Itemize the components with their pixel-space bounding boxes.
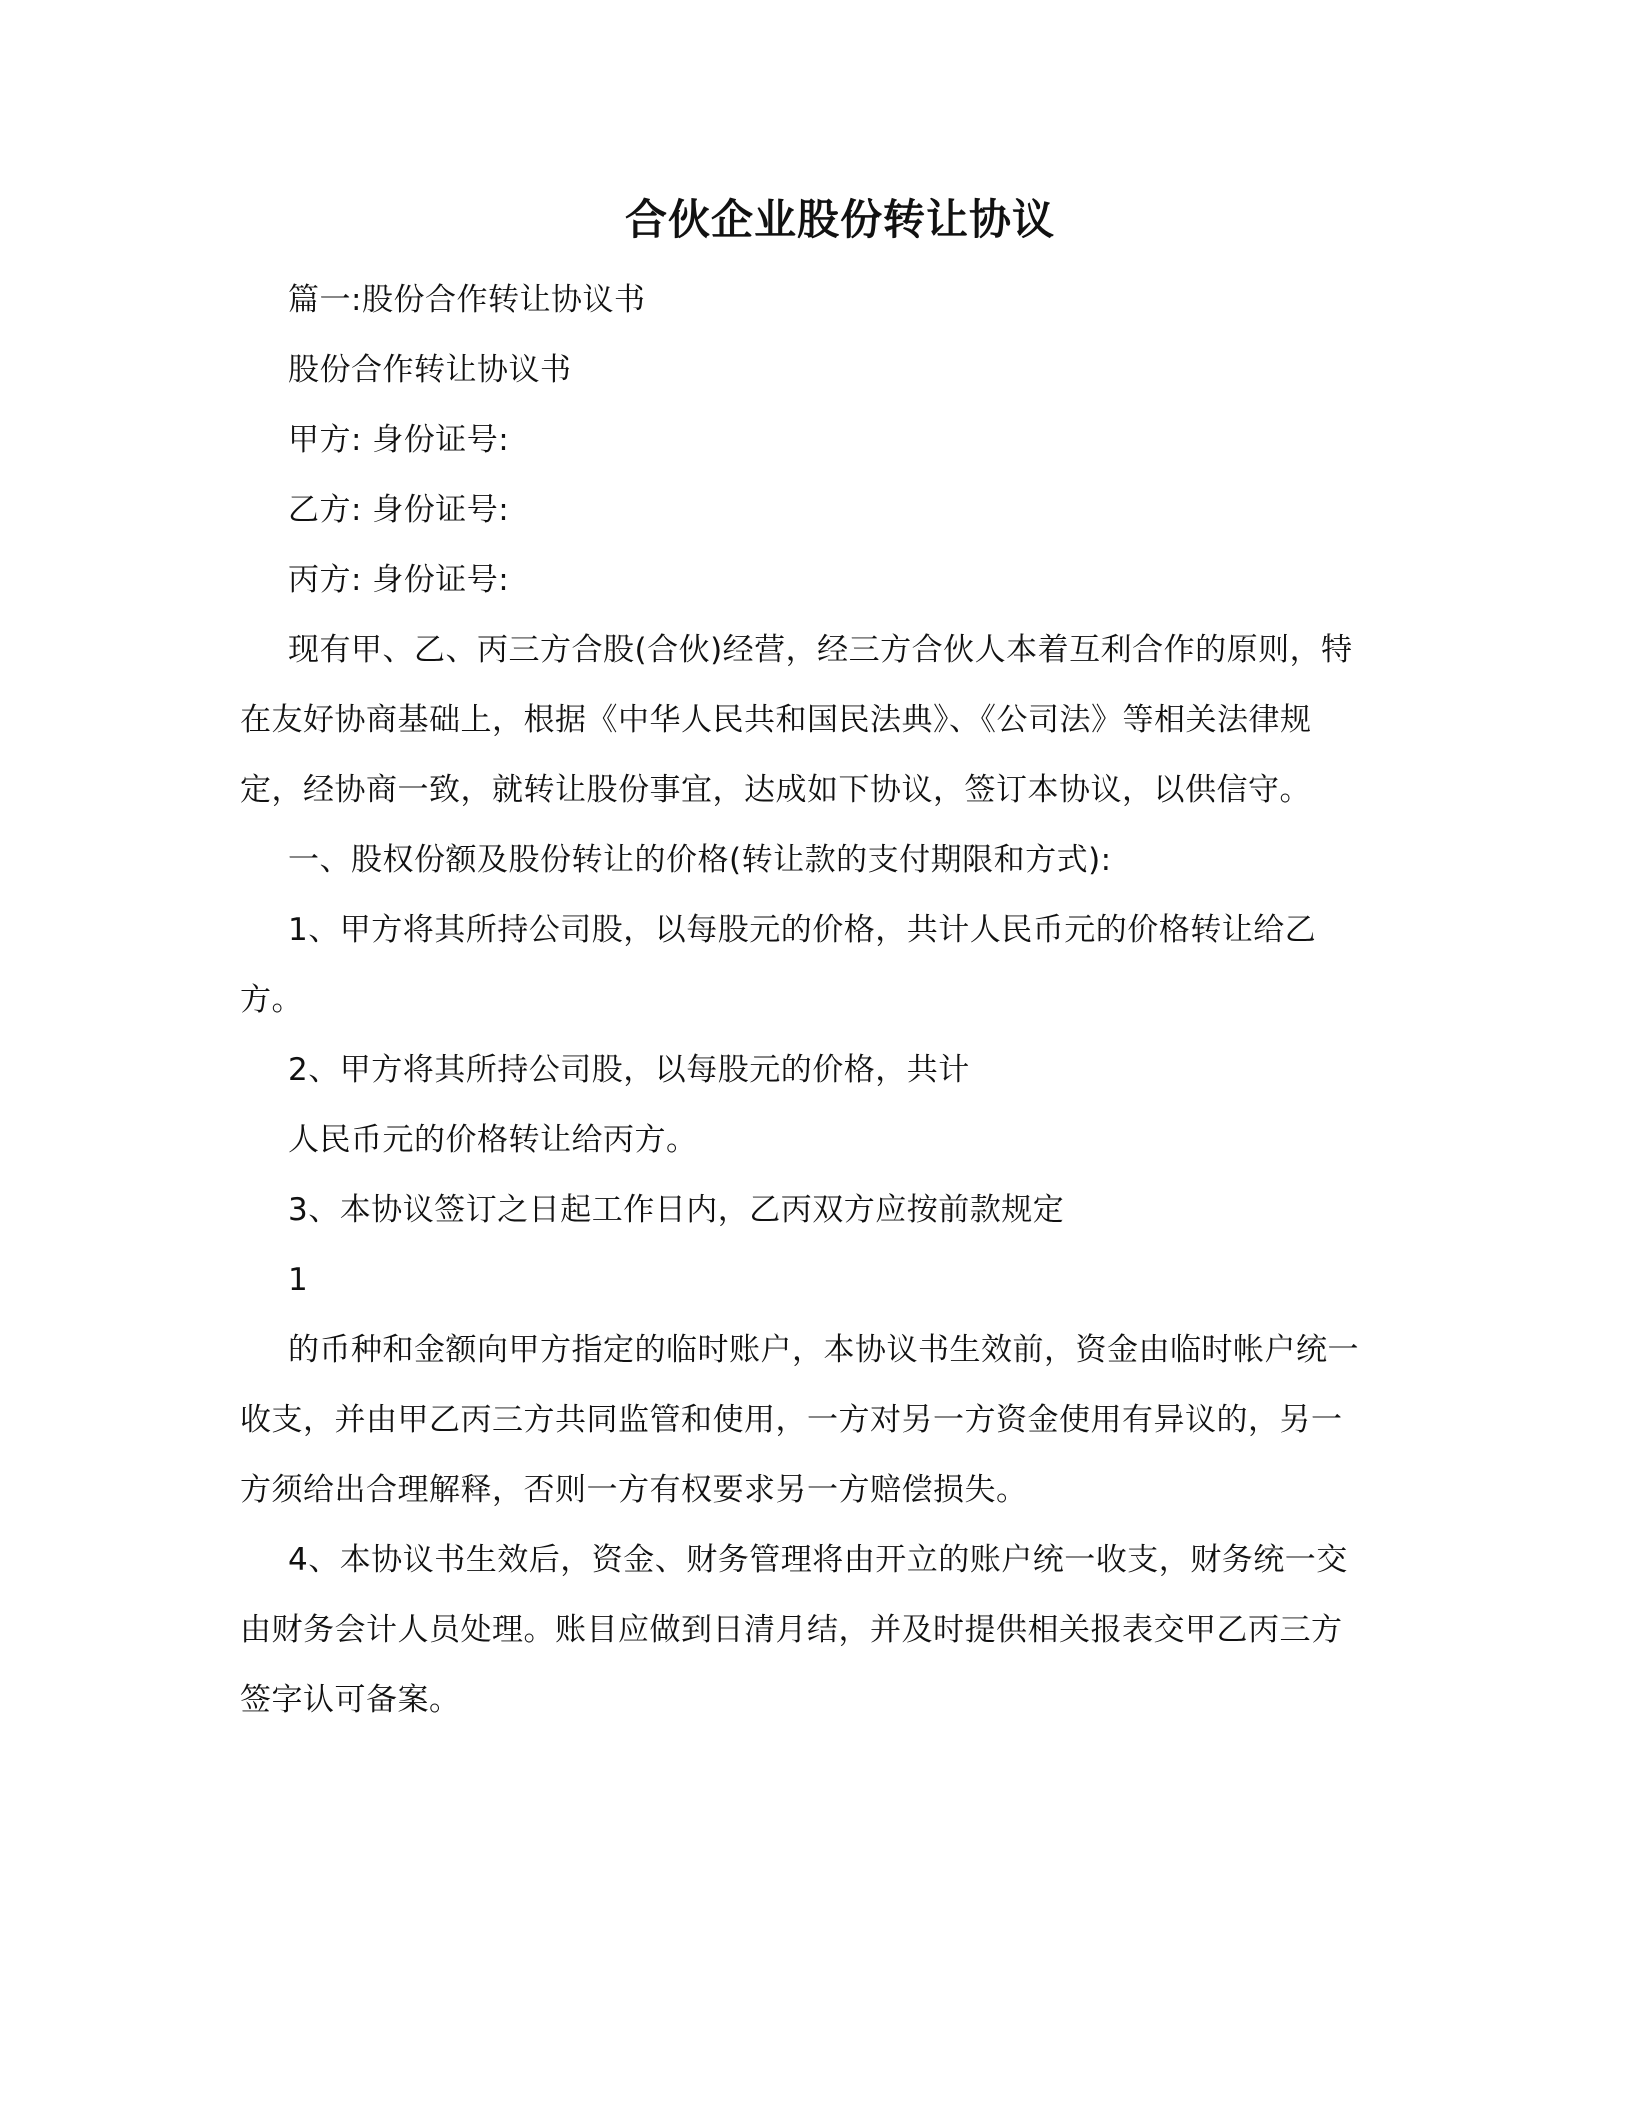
party-c-line: 丙方: 身份证号:	[288, 562, 510, 598]
paragraph-line: 方须给出合理解释，否则一方有权要求另一方赔偿损失。	[240, 1472, 1028, 1508]
paragraph-line: 2、甲方将其所持公司股，以每股元的价格，共计	[288, 1052, 970, 1088]
party-b-line: 乙方: 身份证号:	[288, 492, 510, 528]
paragraph-line: 人民币元的价格转让给丙方。	[288, 1122, 698, 1158]
subtitle: 股份合作转让协议书	[288, 352, 572, 388]
paragraph-line: 定，经协商一致，就转让股份事宜，达成如下协议，签订本协议，以供信守。	[240, 772, 1311, 808]
paragraph-line: 的币种和金额向甲方指定的临时账户，本协议书生效前，资金由临时帐户统一	[288, 1332, 1359, 1368]
paragraph-line: 收支，并由甲乙丙三方共同监管和使用，一方对另一方资金使用有异议的，另一	[240, 1402, 1343, 1438]
page-number: 1	[288, 1262, 309, 1298]
clause-heading: 一、股权份额及股份转让的价格(转让款的支付期限和方式):	[288, 842, 1112, 878]
paragraph-line: 3、本协议签订之日起工作日内，乙丙双方应按前款规定	[288, 1192, 1065, 1228]
paragraph-line: 在友好协商基础上，根据《中华人民共和国民法典》、《公司法》等相关法律规	[240, 702, 1312, 738]
paragraph-line: 签字认可备案。	[240, 1682, 461, 1718]
document-title: 合伙企业股份转让协议	[624, 195, 1055, 244]
paragraph-line: 现有甲、乙、丙三方合股(合伙)经营，经三方合伙人本着互利合作的原则，特	[288, 632, 1353, 668]
paragraph-line: 1、甲方将其所持公司股，以每股元的价格，共计人民币元的价格转让给乙	[288, 912, 1317, 948]
paragraph-line: 由财务会计人员处理。账目应做到日清月结，并及时提供相关报表交甲乙丙三方	[240, 1612, 1343, 1648]
paragraph-line: 方。	[240, 982, 303, 1018]
paragraph-line: 4、本协议书生效后，资金、财务管理将由开立的账户统一收支，财务统一交	[288, 1542, 1348, 1578]
section-heading: 篇一:股份合作转让协议书	[288, 282, 646, 318]
party-a-line: 甲方: 身份证号:	[288, 422, 510, 458]
